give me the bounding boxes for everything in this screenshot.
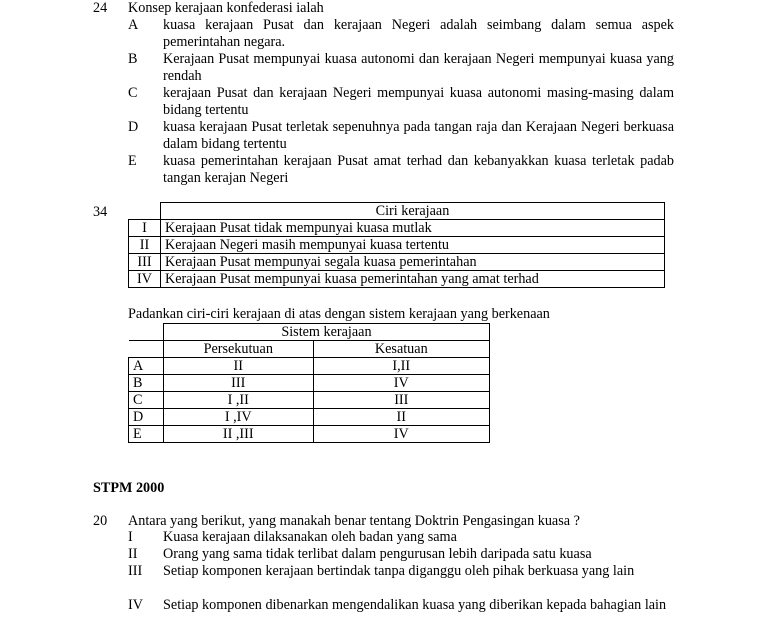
question-34-number: 34 [93, 204, 108, 220]
unitary-value: I,II [313, 358, 489, 375]
option-text-a: kuasa kerajaan Pusat dan kerajaan Negeri adalah seimbang dalam semua aspek pemerintahan negara. [163, 17, 674, 50]
answer-letter: A [129, 358, 164, 375]
item-text: Setiap komponen kerajaan bertindak tanpa diganggu oleh pihak berkuasa yang lain [163, 563, 635, 579]
item-num: III [128, 563, 143, 579]
question-20-stem: Antara yang berikut, yang manakah benar tentang Doktrin Pengasingan kuasa ? [128, 513, 580, 529]
option-letter-b: B [128, 51, 138, 67]
col-federation-header: Persekutuan [163, 341, 313, 358]
option-text-e: kuasa pemerintahan kerajaan Pusat amat terhad dan kebanyakkan kuasa terletak padab tangan kerajan Negeri [163, 153, 674, 186]
item-text: Kuasa kerajaan dilaksanakan oleh badan yang sama [163, 529, 457, 545]
table-corner-cell [129, 203, 161, 220]
question-20-number: 20 [93, 513, 108, 529]
characteristics-table [128, 202, 665, 288]
section-heading: STPM 2000 [93, 480, 165, 496]
characteristics-header: Ciri kerajaan [160, 203, 664, 220]
row-num: II [129, 237, 161, 254]
table-row [129, 409, 490, 426]
row-text: Kerajaan Pusat mempunyai segala kuasa pemerintahan [160, 254, 664, 271]
item-text: Setiap komponen dibenarkan mengendalikan kuasa yang diberikan kepada bahagian lain [163, 597, 667, 613]
table-row [129, 426, 490, 443]
question-24-stem: Konsep kerajaan konfederasi ialah [128, 0, 324, 16]
question-34-instruction: Padankan ciri-ciri kerajaan di atas dengan sistem kerajaan yang berkenaan [128, 306, 550, 322]
table-corner-cell [129, 341, 164, 358]
table-row [129, 254, 665, 271]
federation-value: I ,II [163, 392, 313, 409]
answer-letter: D [129, 409, 164, 426]
item-text: Orang yang sama tidak terlibat dalam pengurusan lebih daripada satu kuasa [163, 546, 592, 562]
federation-value: II ,III [163, 426, 313, 443]
system-header: Sistem kerajaan [163, 324, 489, 341]
option-letter-c: C [128, 85, 138, 101]
federation-value: II [163, 358, 313, 375]
unitary-value: III [313, 392, 489, 409]
option-text-d: kuasa kerajaan Pusat terletak sepenuhnya pada tangan raja dan Kerajaan Negeri berkuasa dalam bidang tertentu [163, 119, 674, 152]
unitary-value: II [313, 409, 489, 426]
question-24-number: 24 [93, 0, 108, 16]
table-row [129, 392, 490, 409]
answer-letter: B [129, 375, 164, 392]
federation-value: I ,IV [163, 409, 313, 426]
row-num: I [129, 220, 161, 237]
unitary-value: IV [313, 426, 489, 443]
option-text-c: kerajaan Pusat dan kerajaan Negeri mempunyai kuasa autonomi masing-masing dalam bidang tertentu [163, 85, 674, 118]
item-num: IV [128, 597, 143, 613]
row-text: Kerajaan Pusat tidak mempunyai kuasa mutlak [160, 220, 664, 237]
table-row [129, 271, 665, 288]
option-letter-d: D [128, 119, 139, 135]
col-unitary-header: Kesatuan [313, 341, 489, 358]
table-corner-cell [129, 324, 164, 341]
table-row [129, 375, 490, 392]
row-num: III [129, 254, 161, 271]
answer-letter: C [129, 392, 164, 409]
table-row [129, 220, 665, 237]
unitary-value: IV [313, 375, 489, 392]
option-letter-e: E [128, 153, 137, 169]
option-text-b: Kerajaan Pusat mempunyai kuasa autonomi dan kerajaan Negeri mempunyai kuasa yang rendah [163, 51, 674, 84]
item-num: II [128, 546, 138, 562]
table-row [129, 358, 490, 375]
federation-value: III [163, 375, 313, 392]
option-letter-a: A [128, 17, 139, 33]
table-row [129, 237, 665, 254]
answer-table [128, 323, 490, 443]
item-num: I [128, 529, 133, 545]
row-text: Kerajaan Pusat mempunyai kuasa pemerintahan yang amat terhad [160, 271, 664, 288]
row-num: IV [129, 271, 161, 288]
answer-letter: E [129, 426, 164, 443]
row-text: Kerajaan Negeri masih mempunyai kuasa tertentu [160, 237, 664, 254]
